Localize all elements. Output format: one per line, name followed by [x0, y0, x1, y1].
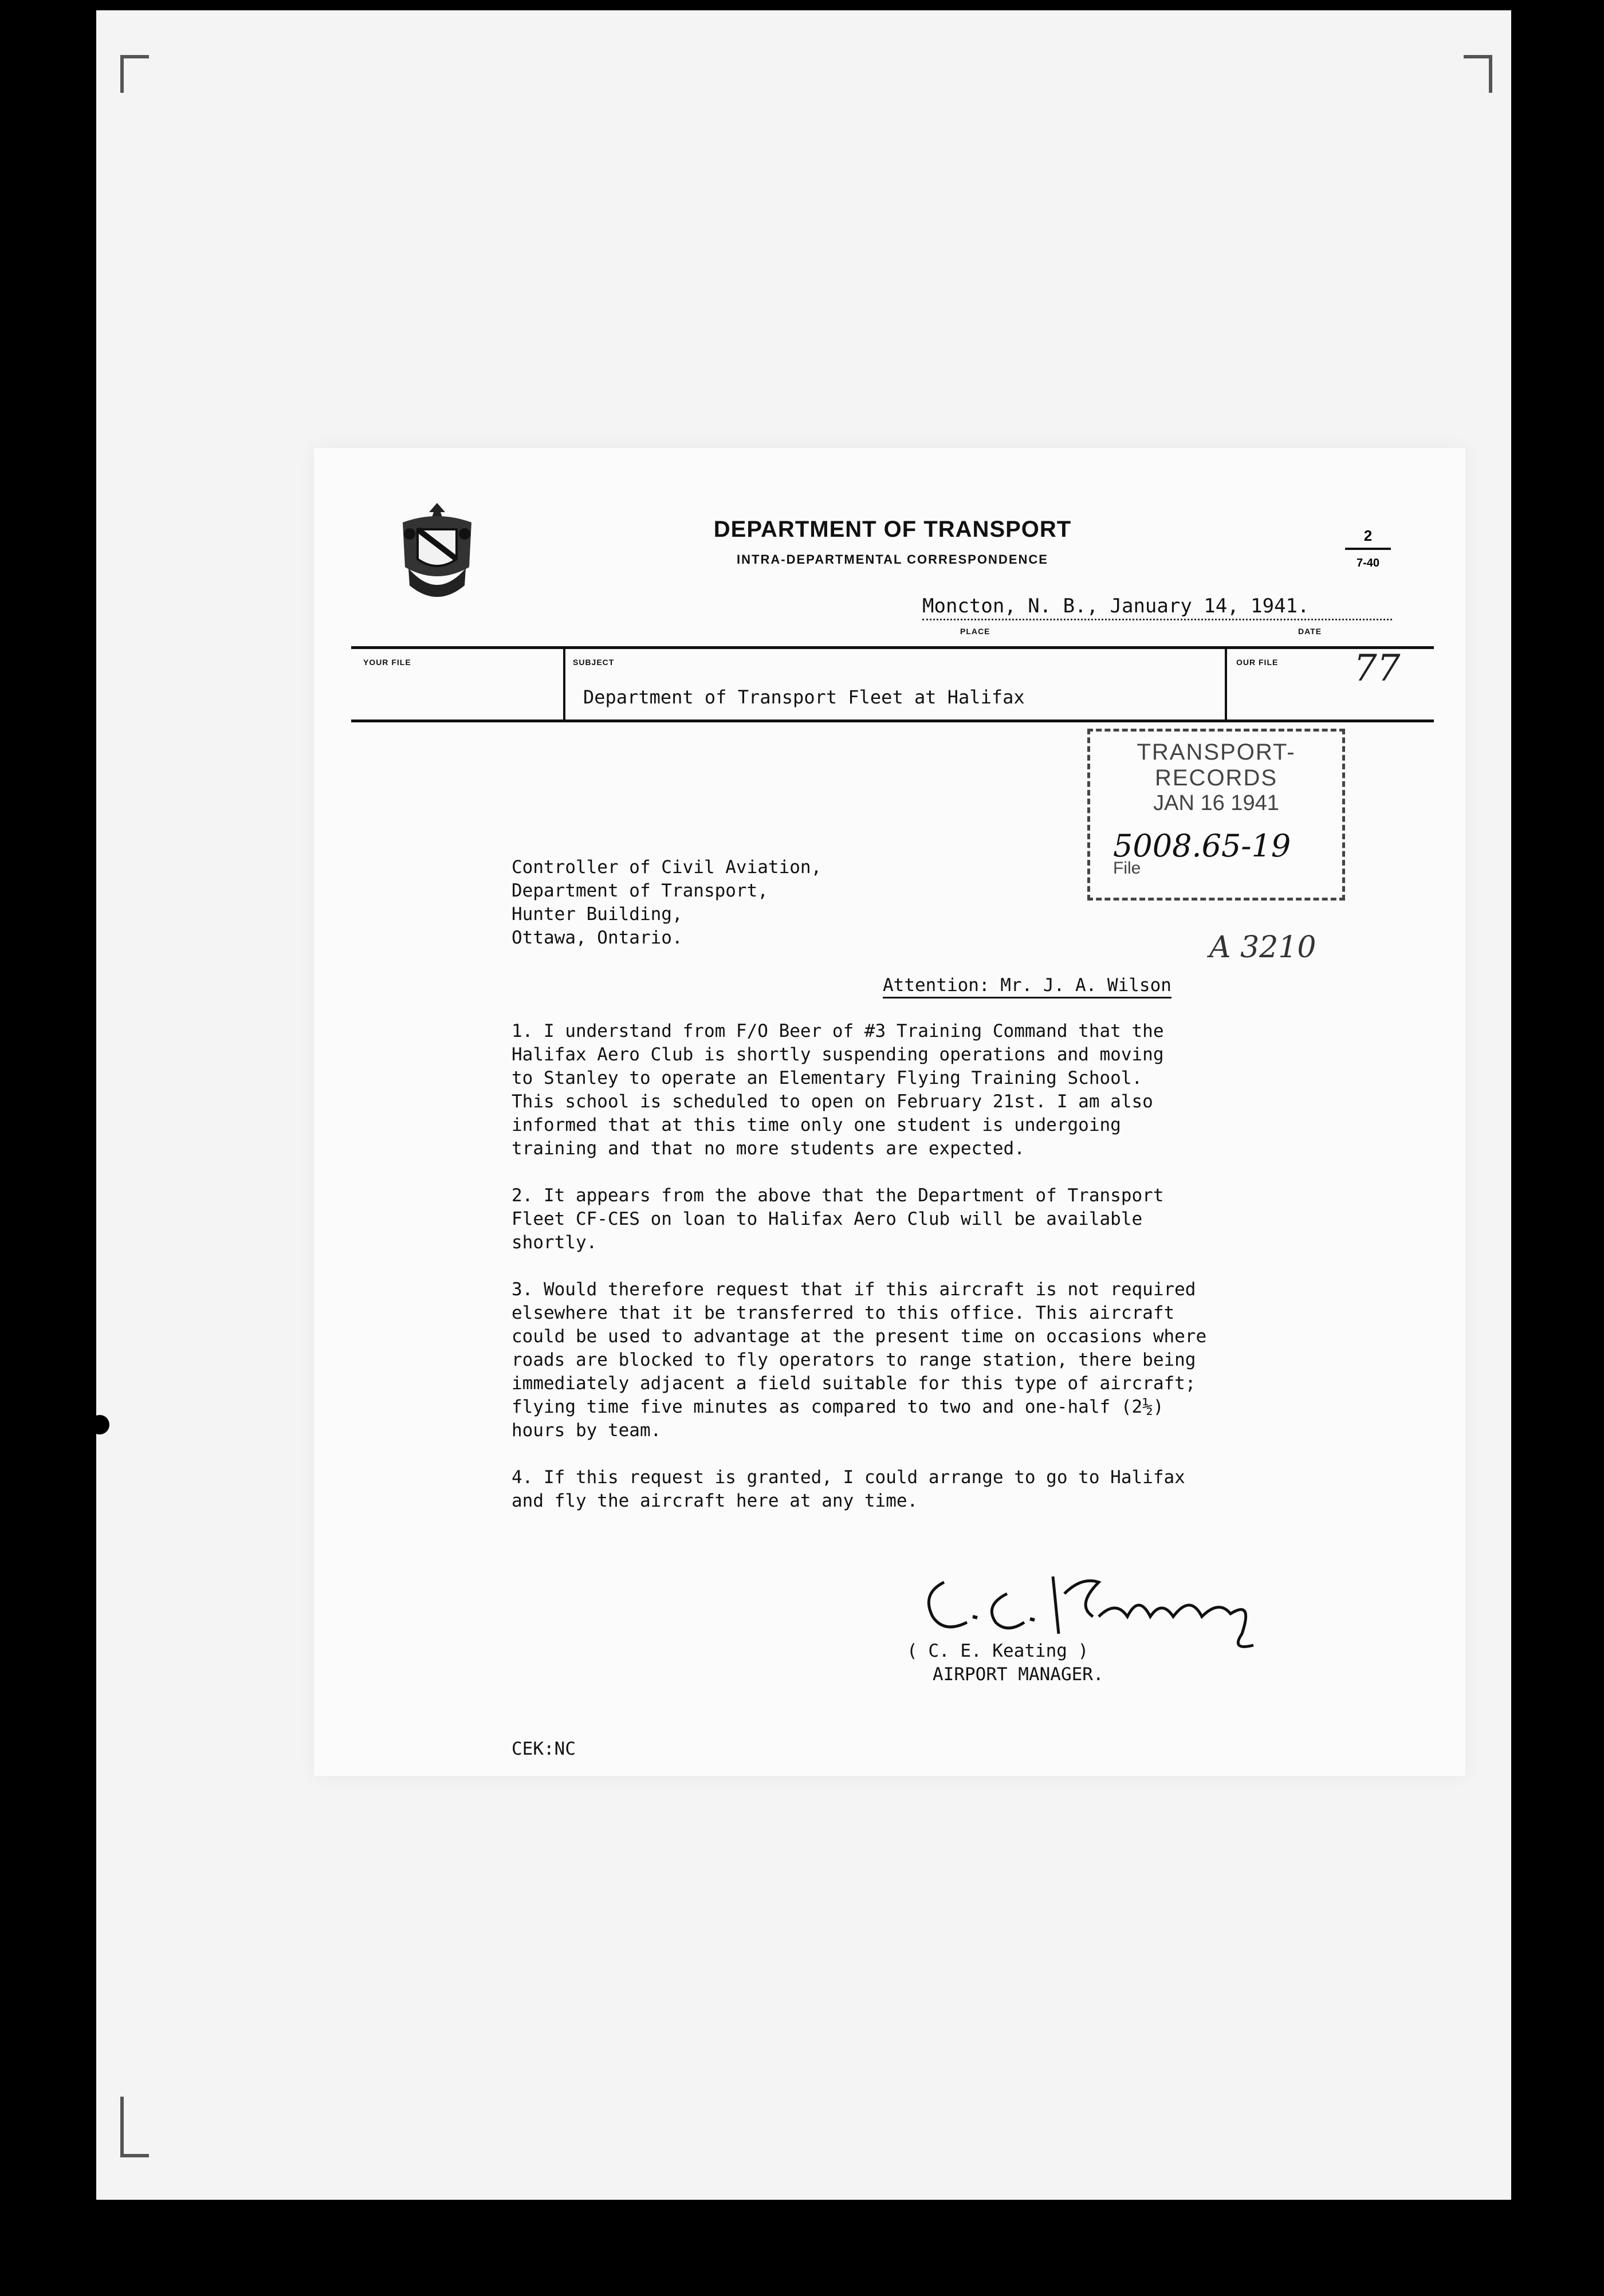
address-line: Hunter Building,	[512, 904, 683, 925]
field-divider-1	[563, 646, 565, 721]
crop-mark-bottom-left	[120, 2097, 149, 2157]
attention-line: Attention: Mr. J. A. Wilson	[883, 975, 1171, 998]
date-label: DATE	[1298, 627, 1322, 636]
address-line: Controller of Civil Aviation,	[512, 857, 822, 878]
place-label: PLACE	[960, 627, 990, 636]
form-number-divider	[1345, 548, 1391, 550]
crop-mark-top-left	[120, 55, 149, 93]
subject-label: SUBJECT	[573, 658, 615, 667]
our-file-handwritten: 77	[1354, 647, 1401, 690]
handwritten-reference: A 3210	[1209, 930, 1316, 965]
department-title: DEPARTMENT OF TRANSPORT	[713, 517, 1072, 542]
stamp-file-number: 5008.65-19	[1113, 828, 1291, 864]
paragraph-1: 1. I understand from F/O Beer of #3 Training Command that the Halifax Aero Club is shortly suspending operations and moving to Stanley to operate an Elementary Flying Training School. This school is scheduled to open on February 21st. I am also informed that at this time only one student is undergoing training and that no more students are expected.	[512, 1021, 1164, 1159]
your-file-label: YOUR FILE	[363, 658, 411, 667]
punch-hole	[90, 1415, 109, 1434]
our-file-label: OUR FILE	[1236, 658, 1279, 667]
address-line: Ottawa, Ontario.	[512, 927, 683, 948]
signatory-title: AIRPORT MANAGER.	[933, 1664, 1104, 1685]
coat-of-arms-icon	[397, 500, 477, 608]
records-stamp	[1087, 729, 1345, 901]
form-number: 2	[1363, 527, 1373, 544]
field-rule-bottom	[351, 720, 1434, 722]
recipient-address	[512, 856, 821, 950]
field-divider-2	[1225, 646, 1227, 721]
paragraph-4: 4. If this request is granted, I could arrange to go to Halifax and fly the aircraft here at any time.	[512, 1467, 1185, 1511]
subject-text: Department of Transport Fleet at Halifax	[583, 686, 1025, 708]
department-subtitle: INTRA-DEPARTMENTAL CORRESPONDENCE	[737, 552, 1048, 567]
stamp-heading: TRANSPORT-RECORDS	[1137, 740, 1296, 791]
memo-sheet	[314, 448, 1465, 1776]
letter-body	[512, 1020, 1336, 1536]
stamp-date: JAN 16 1941	[1153, 791, 1279, 815]
stamp-file-label: File	[1113, 859, 1141, 878]
place-date-value: Moncton, N. B., January 14, 1941.	[922, 595, 1392, 620]
field-rule-top	[351, 646, 1434, 649]
signatory-name: ( C. E. Keating )	[907, 1641, 1089, 1661]
crop-mark-top-right	[1464, 55, 1492, 93]
form-date: 7-40	[1356, 557, 1380, 569]
reference-initials: CEK:NC	[512, 1739, 576, 1759]
paragraph-3: 3. Would therefore request that if this aircraft is not required elsewhere that it be transferred to this office. This aircraft could be used to advantage at the present time on occasions where roads are blocked to fly operators to range station, there being immediately adjacent a field suitable for this type of aircraft; flying time five minutes as compared to two and one-half (2½) hours by team.	[512, 1279, 1207, 1441]
address-line: Department of Transport,	[512, 880, 768, 901]
paragraph-2: 2. It appears from the above that the Department of Transport Fleet CF-CES on loan to Halifax Aero Club will be available shortly.	[512, 1185, 1164, 1253]
handwritten-signature	[910, 1559, 1299, 1651]
